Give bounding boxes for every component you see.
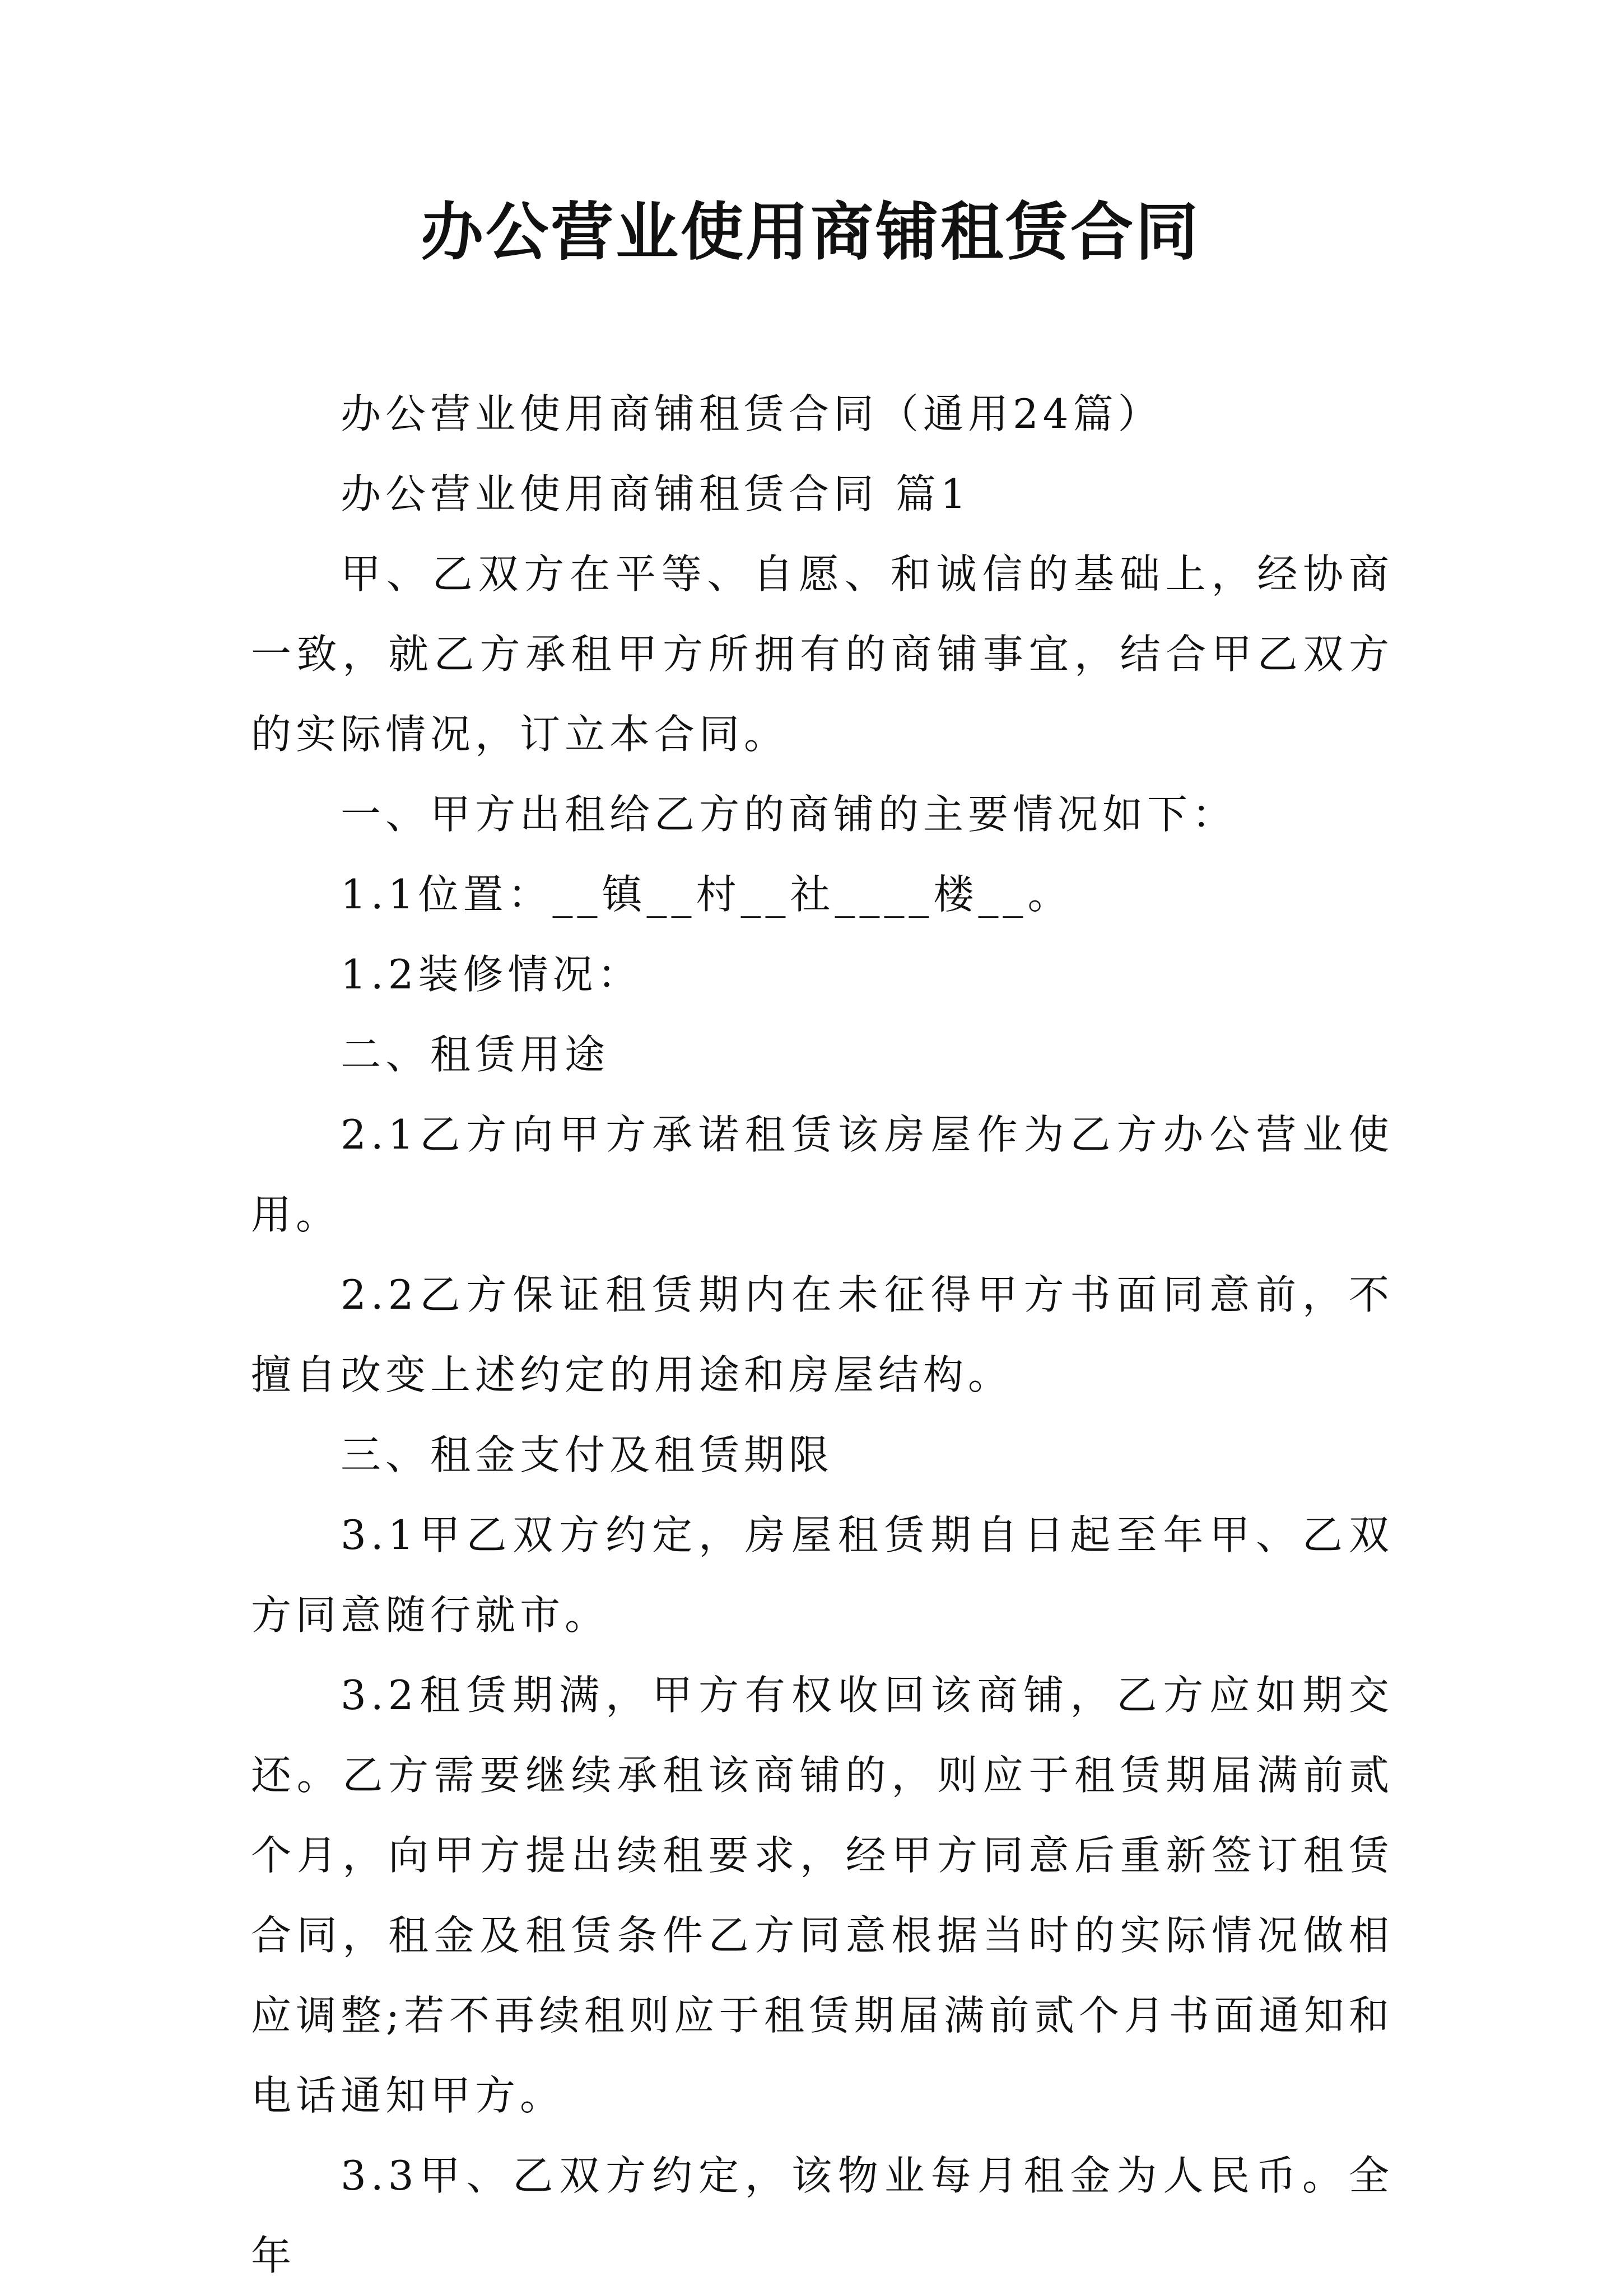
paragraph: 甲、乙双方在平等、自愿、和诚信的基础上，经协商一致，就乙方承租甲方所拥有的商铺事宜，结合甲乙双方的实际情况，订立本合同。 — [251, 550, 1394, 758]
paragraph: 2.2乙方保证租赁期内在未征得甲方书面同意前，不擅自改变上述约定的用途和房屋结构。 — [251, 1271, 1394, 1398]
paragraph: 三、租金支付及租赁期限 — [341, 1431, 834, 1478]
paragraph: 一、甲方出租给乙方的商铺的主要情况如下： — [341, 791, 1237, 838]
paragraph: 3.3甲、乙双方约定，该物业每月租金为人民币。全年 — [251, 2152, 1394, 2279]
paragraph-section-heading: 办公营业使用商铺租赁合同 篇1 — [341, 470, 971, 517]
paragraph: 1.2装修情况： — [341, 951, 642, 998]
paragraph: 3.2租赁期满，甲方有权收回该商铺，乙方应如期交还。乙方需要继续承租该商铺的，则应于租赁期届满前贰个月，向甲方提出续租要求，经甲方同意后重新签订租赁合同，租金及租赁条件乙方同意根据当时的实际情况做相应调整;若不再续租则应于租赁期届满前贰个月书面通知和电话通知甲方。 — [251, 1672, 1394, 2119]
document-title: 办公营业使用商铺租赁合同 — [421, 195, 1200, 269]
paragraph: 3.1甲乙双方约定，房屋租赁期自日起至年甲、乙双方同意随行就市。 — [251, 1511, 1394, 1639]
paragraph: 2.1乙方向甲方承诺租赁该房屋作为乙方办公营业使用。 — [251, 1111, 1394, 1238]
paragraph: 二、租赁用途 — [341, 1031, 610, 1078]
paragraph: 1.1位置：__镇__村__社____楼__。 — [341, 871, 1073, 918]
document-body — [251, 374, 1394, 2296]
paragraph-subtitle: 办公营业使用商铺租赁合同（通用24篇） — [341, 390, 1163, 437]
